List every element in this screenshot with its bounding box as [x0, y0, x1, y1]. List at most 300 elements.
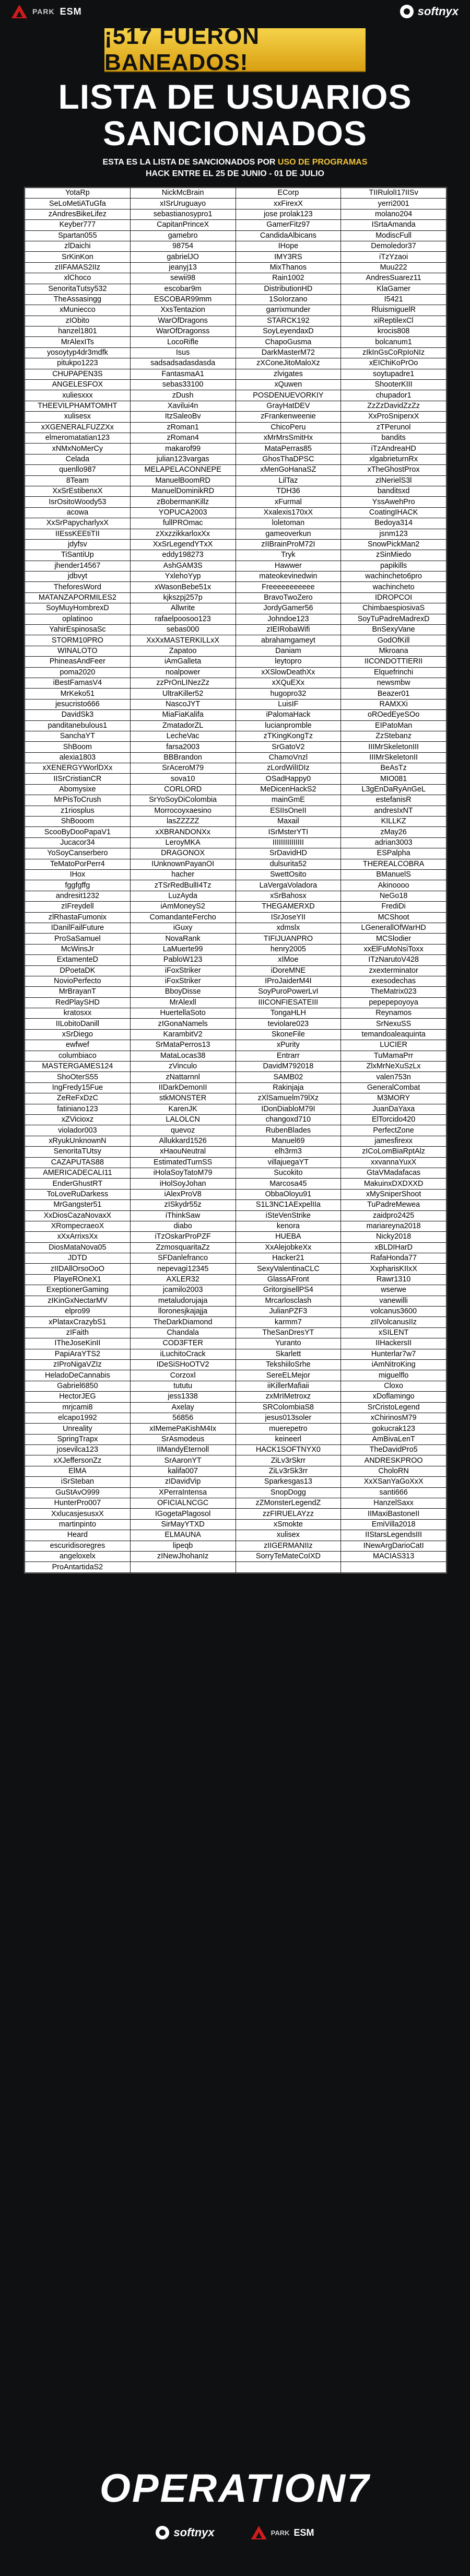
username-cell: XxlucasjesusxX — [25, 1509, 131, 1519]
username-cell: S1L3NC1AExpelIIa — [236, 1200, 341, 1210]
username-cell: abrahamgameyt — [236, 635, 341, 646]
username-cell: SrKinKon — [25, 252, 131, 262]
subtitle-line1-text: ESTA ES LA LISTA DE SANCIONADOS POR — [102, 158, 278, 167]
username-cell: ManuelDominikRD — [130, 486, 236, 496]
username-cell: mateokevinedwin — [236, 572, 341, 582]
username-cell: xChirinosM79 — [341, 1413, 446, 1423]
username-cell: loletoman — [236, 518, 341, 529]
username-cell: sebastianosypro1 — [130, 209, 236, 219]
username-cell: INewArgDarioCatI — [341, 1541, 446, 1551]
username-cell: teviolare023 — [236, 1019, 341, 1029]
username-cell: SnopDogg — [236, 1487, 341, 1498]
username-cell: MiaFiaKalifa — [130, 710, 236, 720]
table-row — [25, 1370, 446, 1381]
username-cell: xNMxNoMerCy — [25, 444, 131, 454]
table-row — [25, 710, 446, 720]
table-row — [25, 955, 446, 965]
username-cell: soytupadre1 — [341, 369, 446, 379]
username-cell: lipeqb — [130, 1541, 236, 1551]
username-cell: z1riosplus — [25, 806, 131, 816]
table-row — [25, 582, 446, 592]
username-cell: IICONDOTTIERII — [341, 657, 446, 667]
username-cell: MATANZAPORMILES2 — [25, 592, 131, 603]
username-cell: josevilca123 — [25, 1445, 131, 1455]
username-cell: TiSantiUp — [25, 550, 131, 561]
username-cell: SrAceroM79 — [130, 763, 236, 774]
esm-triangle-icon — [11, 5, 27, 18]
username-cell: CapitanPrinceX — [130, 220, 236, 230]
username-cell: xTheGhostProx — [341, 465, 446, 475]
username-cell: zIDavidVip — [130, 1477, 236, 1487]
username-cell: ShBooom — [25, 817, 131, 827]
table-row — [25, 1338, 446, 1349]
username-cell: SrGatoV2 — [236, 742, 341, 752]
table-row — [25, 784, 446, 795]
username-cell: TeMatoPorPerr4 — [25, 859, 131, 869]
username-cell: iSteVenStrike — [236, 1210, 341, 1221]
username-cell: WarOfDragonss — [130, 327, 236, 337]
username-cell: SoyLeyendaxD — [236, 327, 341, 337]
username-cell: zLordWilIDIz — [236, 763, 341, 774]
username-cell: Rawr1310 — [341, 1274, 446, 1285]
username-cell: Yuranto — [236, 1338, 341, 1349]
username-cell: ToLoveRuDarkess — [25, 1189, 131, 1199]
username-cell: SexyValentinaCLC — [236, 1264, 341, 1274]
table-row — [25, 1359, 446, 1370]
username-cell: Xxalexis170xX — [236, 507, 341, 518]
table-row — [25, 1051, 446, 1061]
username-cell: STARCK192 — [236, 316, 341, 326]
username-cell: IngFredy15Fue — [25, 1082, 131, 1093]
username-cell: THEREALCOBRA — [341, 859, 446, 869]
username-cell: ESIIsOneII — [236, 806, 341, 816]
username-cell: Nicky2018 — [341, 1232, 446, 1242]
username-cell: zIKinGxNectarMV — [25, 1296, 131, 1306]
table-row — [25, 358, 446, 369]
username-cell: hacher — [130, 870, 236, 880]
username-cell: xMuniecco — [25, 305, 131, 316]
username-cell: SrDavidHD — [236, 848, 341, 859]
table-row — [25, 1264, 446, 1274]
username-cell: Morrocoyxaesino — [130, 806, 236, 816]
username-cell: YxlehoYyp — [130, 572, 236, 582]
page-subtitle — [0, 157, 470, 180]
username-cell: LaVergaVoladora — [236, 880, 341, 891]
username-cell: keineerl — [236, 1434, 341, 1444]
username-cell: LGenerallOfWarHD — [341, 923, 446, 933]
table-row — [25, 1114, 446, 1125]
username-cell: LALOLCN — [130, 1114, 236, 1125]
username-cell: KarenJK — [130, 1104, 236, 1114]
table-row — [25, 1062, 446, 1072]
username-cell: GrayHatDEV — [236, 401, 341, 411]
username-cell: santi666 — [341, 1487, 446, 1498]
username-cell: ScooByDooPapaV1 — [25, 827, 131, 837]
username-cell: IIHackersII — [341, 1338, 446, 1349]
table-row — [25, 699, 446, 709]
table-row — [25, 220, 446, 230]
username-cell: zxexterminator — [341, 965, 446, 976]
username-cell: newsmbw — [341, 678, 446, 688]
table-row — [25, 923, 446, 933]
username-cell: JuanDaYaxa — [341, 1104, 446, 1114]
table-row — [25, 1125, 446, 1136]
username-cell: I5421 — [341, 294, 446, 305]
username-cell: jhender14567 — [25, 561, 131, 571]
username-cell: ObbaOloyu91 — [236, 1189, 341, 1199]
username-cell: ChamoVnzl — [236, 752, 341, 763]
username-cell: HectorJEG — [25, 1392, 131, 1402]
username-cell: henry2005 — [236, 944, 341, 954]
username-cell: iAmNitroKing — [341, 1359, 446, 1370]
username-cell: Chandala — [130, 1327, 236, 1338]
username-cell: ewfwef — [25, 1040, 131, 1051]
username-cell: OSadHappy0 — [236, 774, 341, 784]
username-cell: xXENERGYWorlDXx — [25, 763, 131, 774]
table-row — [25, 827, 446, 837]
table-row — [25, 444, 446, 454]
username-cell: oROedEyeSOo — [341, 710, 446, 720]
username-cell: JordyGamer56 — [236, 603, 341, 614]
username-cell: xlChoco — [25, 273, 131, 284]
subtitle-highlight: USO DE PROGRAMAS — [277, 158, 368, 167]
username-cell: zRoman4 — [130, 433, 236, 443]
username-cell: SFDanlefranco — [130, 1253, 236, 1264]
footer-softnyx-logo — [156, 2526, 214, 2539]
username-cell: Gabriel6850 — [25, 1381, 131, 1391]
username-cell: SirMayYTXD — [130, 1519, 236, 1530]
username-cell: karmm7 — [236, 1317, 341, 1327]
username-cell: xBLDIHarD — [341, 1242, 446, 1253]
username-cell: alexia1803 — [25, 752, 131, 763]
username-cell: ElMA — [25, 1466, 131, 1476]
username-cell: GhosThaDPSC — [236, 454, 341, 464]
table-row — [25, 902, 446, 912]
username-cell: BboyDisse — [130, 987, 236, 997]
username-cell: zIIFAMAS2IIz — [25, 262, 131, 273]
table-row — [25, 1253, 446, 1264]
username-cell: rafaelpoosoo123 — [130, 614, 236, 624]
username-cell: ZiLv3rSkrr — [236, 1455, 341, 1466]
username-cell: iFoxStriker — [130, 965, 236, 976]
username-cell: andresit1232 — [25, 891, 131, 901]
username-cell: zIProNigaVZIz — [25, 1359, 131, 1370]
table-row — [25, 230, 446, 241]
table-row — [25, 497, 446, 507]
username-cell: lloronesjkajajja — [130, 1307, 236, 1317]
username-cell: zBobermanKillz — [130, 497, 236, 507]
table-row — [25, 635, 446, 646]
table-row — [25, 795, 446, 806]
subtitle-line2: HACK ENTRE EL 25 DE JUNIO - 01 DE JULIO — [146, 169, 324, 178]
username-cell: NeGo18 — [341, 891, 446, 901]
username-cell: STORM10PRO — [25, 635, 131, 646]
table-row — [25, 1477, 446, 1487]
username-cell: xxElFuMoNsiToxx — [341, 944, 446, 954]
username-cell: LeroyMKA — [130, 837, 236, 848]
table-row — [25, 1519, 446, 1530]
username-cell: IHope — [236, 241, 341, 251]
username-cell: AXLER32 — [130, 1274, 236, 1285]
username-cell: MELAPELACONNEPE — [130, 465, 236, 475]
username-cell: ESPalpha — [341, 848, 446, 859]
username-cell: GritorgisellPS4 — [236, 1285, 341, 1296]
username-cell: zIGonaNamels — [130, 1019, 236, 1029]
username-cell: DistributionHD — [236, 284, 341, 294]
table-row — [25, 987, 446, 997]
username-cell: EIPatoMan — [341, 720, 446, 731]
username-cell: DPoetaDK — [25, 965, 131, 976]
username-cell: MrBrayanT — [25, 987, 131, 997]
username-cell — [130, 1562, 236, 1572]
username-cell: CAZAPUTAS88 — [25, 1157, 131, 1168]
username-cell: elpro99 — [25, 1307, 131, 1317]
username-cell: XxsTentazion — [130, 305, 236, 316]
username-cell: farsa2003 — [130, 742, 236, 752]
username-cell: MataLocas38 — [130, 1051, 236, 1061]
username-cell: THEEVILPHAMTOMHT — [25, 401, 131, 411]
username-cell: xHaouNeutral — [130, 1147, 236, 1157]
page-title-line1: LISTA DE USUARIOS — [58, 77, 412, 116]
username-cell: RedPlaySHD — [25, 997, 131, 1008]
username-cell: FantasmaA1 — [130, 369, 236, 379]
username-cell: IIStarsLegendsIII — [341, 1530, 446, 1541]
table-row — [25, 859, 446, 869]
username-cell: zDush — [130, 390, 236, 401]
username-cell: iHolaSoyTatoM79 — [130, 1168, 236, 1178]
username-cell: XxDiosCazaNovaxX — [25, 1210, 131, 1221]
username-cell: ShBoom — [25, 742, 131, 752]
username-cell: jose prolak123 — [236, 209, 341, 219]
username-cell: diabo — [130, 1221, 236, 1231]
username-cell: SoyMuyHombrexD — [25, 603, 131, 614]
table-row — [25, 529, 446, 539]
username-cell: xZVicioxz — [25, 1114, 131, 1125]
username-cell: kratosxx — [25, 1008, 131, 1019]
park-esm-logo — [11, 5, 82, 18]
table-row — [25, 678, 446, 688]
username-cell: PlayeROneX1 — [25, 1274, 131, 1285]
username-cell: zIIDAllOrsoOoO — [25, 1264, 131, 1274]
username-cell: Elquefrinchi — [341, 667, 446, 678]
username-cell: SenoritaTUtsy — [25, 1147, 131, 1157]
username-cell: changoxd710 — [236, 1114, 341, 1125]
username-cell: HuertellaSoto — [130, 1008, 236, 1019]
username-cell: Akinoooo — [341, 880, 446, 891]
username-cell: ChicoPeru — [236, 422, 341, 433]
username-cell: DarkMasterM72 — [236, 347, 341, 358]
username-cell: wachincheto — [341, 582, 446, 592]
username-cell: zIkInGsCoRpIoNIz — [341, 347, 446, 358]
users-table — [25, 188, 446, 1573]
username-cell: zRoman1 — [130, 422, 236, 433]
username-cell: mariareyna2018 — [341, 1221, 446, 1231]
table-row — [25, 1552, 446, 1562]
username-cell: ITheJoseKinII — [25, 1338, 131, 1349]
table-row — [25, 284, 446, 294]
username-cell: ISrJoseYII — [236, 912, 341, 923]
username-cell: IDanilFailFuture — [25, 923, 131, 933]
username-cell: iDoreMNE — [236, 965, 341, 976]
username-cell: xulisex — [236, 1530, 341, 1541]
username-cell: UltraKiller52 — [130, 689, 236, 699]
username-cell: IIIMrSkeletonII — [341, 752, 446, 763]
username-cell: martinpinto — [25, 1519, 131, 1530]
username-cell: DiosMataNova05 — [25, 1242, 131, 1253]
username-cell: garrixmunder — [236, 305, 341, 316]
username-cell: papikills — [341, 561, 446, 571]
username-cell: HanzelSaxx — [341, 1498, 446, 1509]
username-cell: LuisIF — [236, 699, 341, 709]
table-row — [25, 454, 446, 464]
username-cell: IIDarkDemonII — [130, 1082, 236, 1093]
username-cell: WarOfDragons — [130, 316, 236, 326]
table-row — [25, 327, 446, 337]
username-cell: iAlexProV8 — [130, 1189, 236, 1199]
username-cell: xulisesx — [25, 412, 131, 422]
username-cell: IIIMrSkeletonIII — [341, 742, 446, 752]
username-cell: Demoledor37 — [341, 241, 446, 251]
username-cell: jesucristo666 — [25, 699, 131, 709]
username-cell: HunterPro007 — [25, 1498, 131, 1509]
username-cell: WINALOTO — [25, 646, 131, 656]
username-cell: adrian3003 — [341, 837, 446, 848]
username-cell: YoSoyCanserbero — [25, 848, 131, 859]
username-cell: KarambitV2 — [130, 1029, 236, 1040]
username-cell: zIFaith — [25, 1327, 131, 1338]
username-cell: AndresSuarez11 — [341, 273, 446, 284]
username-cell: IIICONFIESATEIII — [236, 997, 341, 1008]
username-cell: LuzAyda — [130, 891, 236, 901]
username-cell: Mrcarlosclash — [236, 1296, 341, 1306]
table-row — [25, 188, 446, 199]
username-cell: SrAaronYT — [130, 1455, 236, 1466]
username-cell: zINewJhohanIz — [130, 1552, 236, 1562]
username-cell: leytopro — [236, 657, 341, 667]
username-cell: LocoRifle — [130, 337, 236, 347]
username-cell: GeneralCombat — [341, 1082, 446, 1093]
username-cell: TheDavidPro5 — [341, 1445, 446, 1455]
esm-triangle-icon — [251, 2526, 267, 2539]
username-cell: zlRhastaFumonix — [25, 912, 131, 923]
username-cell: Sparkesgas13 — [236, 1477, 341, 1487]
table-row — [25, 294, 446, 305]
username-cell: ISrtaAmanda — [341, 220, 446, 230]
username-cell: zIObito — [25, 316, 131, 326]
username-cell: IIIIIIIIIIIIIII — [236, 837, 341, 848]
username-cell: NickMcBrain — [130, 188, 236, 199]
username-cell: temandoaleaquinta — [341, 1029, 446, 1040]
username-cell: pepepepoyoya — [341, 997, 446, 1008]
table-row — [25, 401, 446, 411]
username-cell: ItzSaleoBv — [130, 412, 236, 422]
username-cell: andresIxNT — [341, 806, 446, 816]
username-cell: angeloxelx — [25, 1552, 131, 1562]
username-cell: ExtamenteD — [25, 955, 131, 965]
footer — [0, 2408, 470, 2576]
table-row — [25, 507, 446, 518]
username-cell: Marcosa45 — [236, 1179, 341, 1189]
username-cell: ShooterKIII — [341, 380, 446, 390]
table-row — [25, 1455, 446, 1466]
username-cell: mainGmE — [236, 795, 341, 806]
username-cell: xISrUruguayo — [130, 199, 236, 209]
username-cell: Daniam — [236, 646, 341, 656]
username-cell: sadsadsadasdasda — [130, 358, 236, 369]
table-row — [25, 199, 446, 209]
table-row — [25, 1082, 446, 1093]
username-cell: quenllo987 — [25, 465, 131, 475]
username-cell: AmBivaLenT — [341, 1434, 446, 1444]
operation7-logo: OPERATION7 — [99, 2466, 371, 2511]
table-row — [25, 1040, 446, 1051]
top-brand-bar — [0, 0, 470, 23]
table-row — [25, 1093, 446, 1104]
username-cell: XPerraIntensa — [130, 1487, 236, 1498]
username-cell: zxMrIMetroxz — [236, 1392, 341, 1402]
username-cell: IGogetaPlagosol — [130, 1509, 236, 1519]
username-cell: LecheVac — [130, 731, 236, 741]
table-row — [25, 1179, 446, 1189]
username-cell: Abomysixe — [25, 784, 131, 795]
username-cell: ESCOBAR99mm — [130, 294, 236, 305]
username-cell: Rain1002 — [236, 273, 341, 284]
username-cell: XxXxMASTERKILLxX — [130, 635, 236, 646]
username-cell: xXSlowDeathXx — [236, 667, 341, 678]
username-cell: TIIRulolI17IISv — [341, 188, 446, 199]
username-cell: MrPisToCrush — [25, 795, 131, 806]
esm-label: ESM — [60, 6, 82, 17]
table-row — [25, 273, 446, 284]
table-row — [25, 997, 446, 1008]
username-cell: Xavilui4n — [130, 401, 236, 411]
username-cell: IIMaxiBastoneII — [341, 1509, 446, 1519]
username-cell: xxvannaYuxX — [341, 1157, 446, 1168]
username-cell: xdmslx — [236, 923, 341, 933]
username-cell: Hunterlar7w7 — [341, 1349, 446, 1359]
username-cell: THEGAMERXD — [236, 902, 341, 912]
username-cell: zNattarnnl — [130, 1072, 236, 1082]
table-row — [25, 1189, 446, 1199]
username-cell: AMERICADECALI11 — [25, 1168, 131, 1178]
table-row — [25, 1307, 446, 1317]
table-row — [25, 316, 446, 326]
username-cell: elmeromatatian123 — [25, 433, 131, 443]
username-cell: NovaRank — [130, 934, 236, 944]
username-cell: ChapoGusma — [236, 337, 341, 347]
username-cell: TuMamaPrr — [341, 1051, 446, 1061]
table-row — [25, 1434, 446, 1444]
table-row — [25, 1327, 446, 1338]
table-row — [25, 1200, 446, 1210]
username-cell: Spartan055 — [25, 230, 131, 241]
username-cell: xXGENERALFUZZXx — [25, 422, 131, 433]
username-cell: IIMandyEternoll — [130, 1445, 236, 1455]
table-row — [25, 891, 446, 901]
username-cell: MakuinxDXDXXD — [341, 1179, 446, 1189]
table-row — [25, 1349, 446, 1359]
username-cell: GamerFitz97 — [236, 220, 341, 230]
username-cell: zXlSamuelm79lXz — [236, 1093, 341, 1104]
username-cell: TheDarkDiamond — [130, 1317, 236, 1327]
username-cell: LUCIER — [341, 1040, 446, 1051]
username-cell: SoyTuPadreMadrexD — [341, 614, 446, 624]
username-cell: iFoxStriker — [130, 976, 236, 986]
username-cell: xXQuEXx — [236, 678, 341, 688]
username-cell: jdyfsv — [25, 539, 131, 550]
username-cell: XxSrEstibenxX — [25, 486, 131, 496]
username-cell: SnowPickMan2 — [341, 539, 446, 550]
